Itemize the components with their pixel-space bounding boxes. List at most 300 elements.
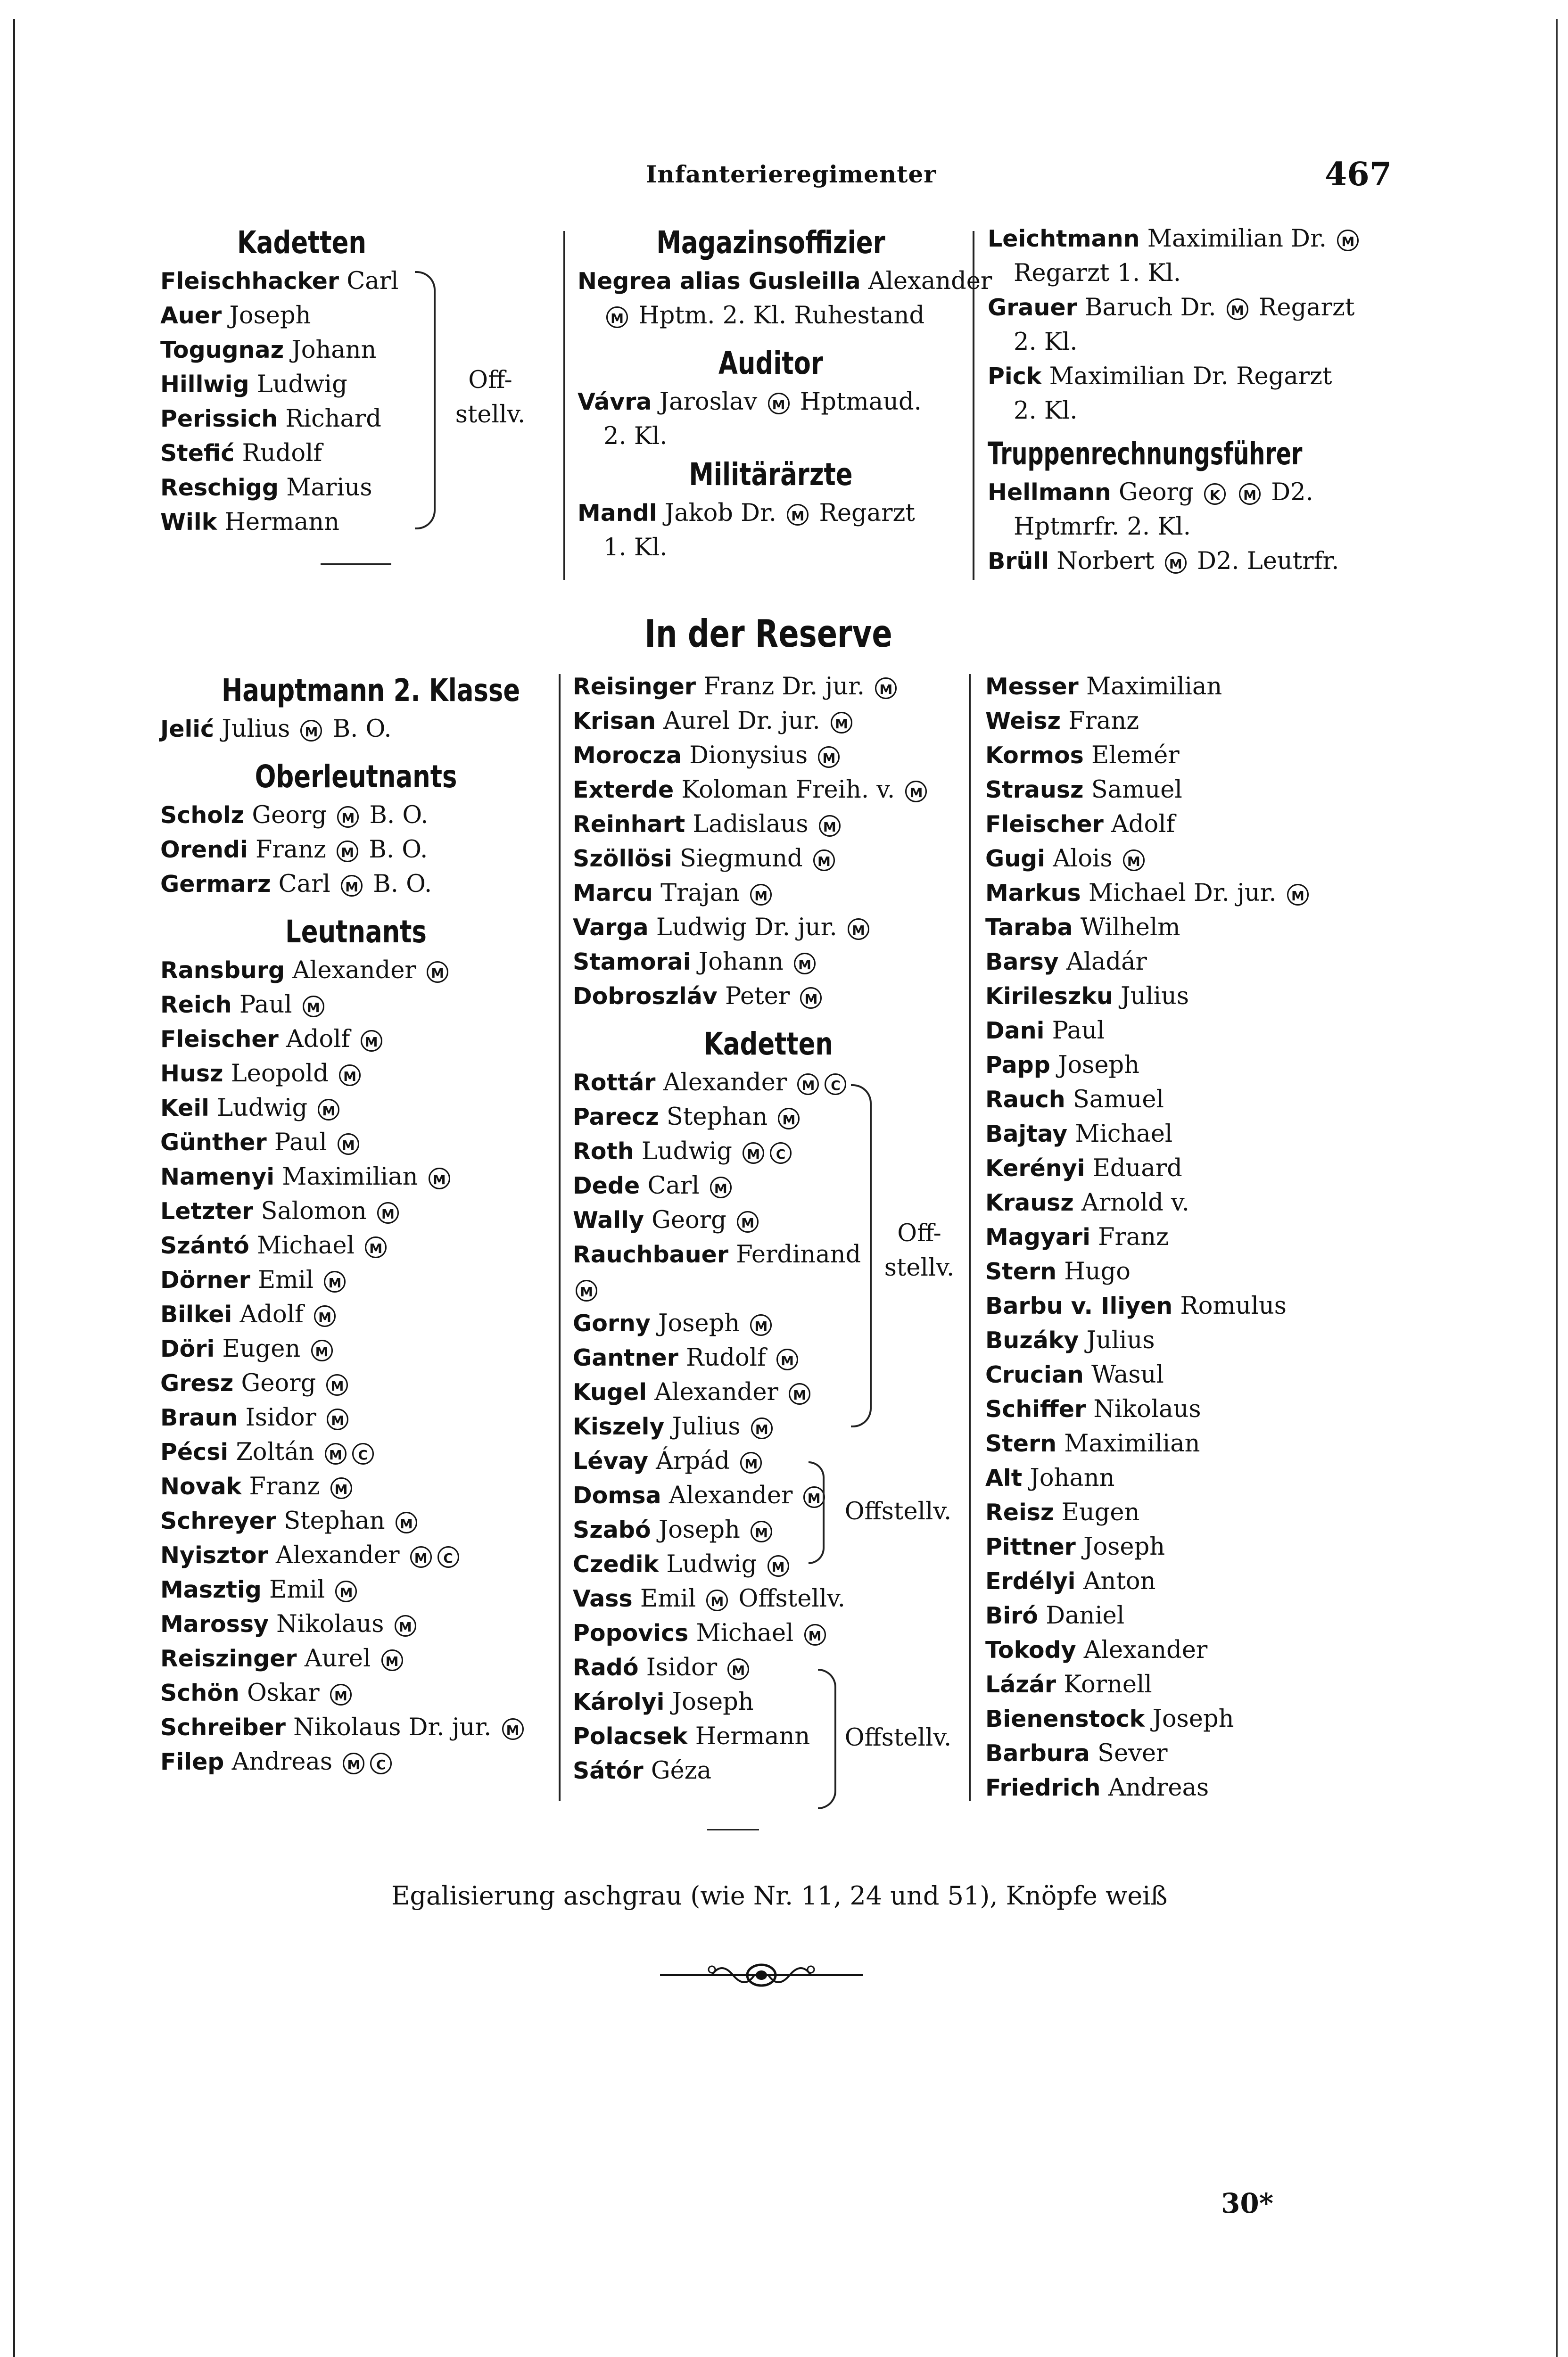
list-item: [573, 669, 964, 704]
surname: Perissich: [160, 405, 278, 432]
list-item: [573, 979, 964, 1014]
medal-icon: M: [330, 1684, 352, 1706]
column-divider-bottom-left: [559, 674, 561, 1801]
surname: Dani: [985, 1017, 1045, 1044]
list-item: [573, 1341, 964, 1375]
given-name: Nikolaus: [1093, 1395, 1201, 1423]
surname: Taraba: [985, 914, 1073, 941]
surname: Erdélyi: [985, 1568, 1076, 1595]
surname: Husz: [160, 1060, 223, 1087]
auditor-title: Auditor: [718, 345, 823, 381]
given-name: Eugen: [1061, 1499, 1140, 1526]
list-item: [985, 1599, 1410, 1633]
medal-icon: M: [751, 1521, 772, 1542]
list-item: [160, 798, 552, 832]
given-name: Rudolf: [242, 439, 322, 467]
surname: Krausz: [985, 1189, 1074, 1216]
surname: Stefić: [160, 440, 235, 467]
list-item: Vass Emil M Offstellv.: [573, 1585, 846, 1613]
right-reserve-list: [985, 669, 1410, 1805]
medal-icon: M: [789, 1383, 810, 1405]
kadetten-top-list: [160, 264, 443, 539]
medal-icon: M: [326, 1374, 348, 1396]
list-item: [573, 773, 964, 807]
given-name: Daniel: [1046, 1602, 1125, 1630]
list-item: [985, 773, 1410, 807]
surname: Alt: [985, 1465, 1023, 1492]
surname: Hillwig: [160, 371, 249, 398]
list-item: [160, 1710, 552, 1745]
list-item: [160, 1435, 552, 1469]
scan-border-right: [1556, 19, 1558, 2357]
surname: Lévay: [573, 1448, 648, 1475]
surname: Barbura: [985, 1740, 1090, 1767]
given-name: Alexander: [1083, 1636, 1208, 1664]
given-name: Joseph: [1058, 1051, 1140, 1079]
list-item: [985, 1323, 1410, 1358]
medal-icon: M: [337, 841, 358, 862]
list-item: [160, 1022, 552, 1056]
medal-icon: M: [800, 987, 822, 1009]
surname: Strausz: [985, 776, 1084, 803]
regarzt-rank-2: 2. Kl.: [1014, 328, 1078, 356]
list-item: [985, 1048, 1410, 1082]
list-item: [985, 669, 1410, 704]
given-name: Paul: [1052, 1017, 1105, 1045]
surname: Döri: [160, 1335, 215, 1362]
medal-icon: M: [875, 677, 897, 699]
given-name: Eduard: [1092, 1154, 1182, 1182]
surname: Polacsek: [573, 1723, 688, 1750]
kadetten-reserve-list-a: [573, 1065, 964, 1237]
surname: Buzáky: [985, 1327, 1079, 1354]
surname: Magyari: [985, 1224, 1090, 1251]
given-name: Adolf: [286, 1025, 350, 1053]
list-item: [573, 1444, 964, 1478]
oberleutnants-title: Oberleutnants: [255, 758, 457, 795]
kadetten-reserve-brace-1-label: Off- stellv.: [884, 1220, 955, 1282]
medal-icon: M: [803, 1486, 825, 1508]
medal-icon: M: [1287, 884, 1309, 906]
list-item: [985, 1633, 1410, 1667]
given-name: Adolf: [1111, 810, 1175, 838]
surname: Marossy: [160, 1611, 269, 1638]
given-name: Adolf: [239, 1301, 304, 1328]
given-name: Ludwig: [641, 1137, 732, 1165]
surname: Barbu v. Iliyen: [985, 1293, 1173, 1319]
surname: Namenyi: [160, 1163, 274, 1190]
regarzt-entry-3: Pick Maximilian Dr. Regarzt: [988, 363, 1332, 390]
given-name: Samuel: [1073, 1086, 1164, 1113]
medal-icon: M: [338, 1133, 359, 1155]
given-name: Ludwig: [256, 371, 347, 398]
given-name: Richard: [285, 405, 381, 433]
middle-reserve-list: [573, 669, 964, 1014]
list-item: [160, 1160, 552, 1194]
list-item: [573, 1547, 964, 1582]
surname: Weisz: [985, 708, 1061, 734]
magazinsoffizier-entry: Negrea alias Gusleilla Alexander: [578, 267, 992, 295]
truppenrechnungsfuehrer-entry-1: Hellmann Georg K M D2.: [988, 478, 1313, 506]
surname: Fleischer: [160, 1026, 279, 1053]
surname: Filep: [160, 1748, 224, 1775]
list-item: [985, 1220, 1410, 1254]
given-name: Zoltán: [236, 1438, 314, 1466]
given-name: Carl: [647, 1172, 700, 1200]
surname: Gugi: [985, 845, 1045, 872]
rank-suffix: B. O.: [373, 870, 432, 898]
given-name: Emil: [269, 1576, 325, 1604]
surname: Schreyer: [160, 1508, 276, 1534]
surname: Gantner: [573, 1344, 678, 1371]
list-item: [573, 1306, 964, 1341]
regarzt-rank-1: Regarzt 1. Kl.: [1014, 259, 1181, 287]
surname: Biró: [985, 1602, 1038, 1629]
medal-icon: M: [343, 1753, 364, 1774]
surname: Szabó: [573, 1516, 651, 1543]
surname: Nyisztor: [160, 1542, 268, 1569]
surname: Bienenstock: [985, 1706, 1145, 1732]
surname: Stern: [985, 1430, 1056, 1457]
list-item: [985, 704, 1410, 738]
given-name: Koloman Freih. v.: [681, 776, 895, 804]
column-divider-top-left: [563, 231, 565, 580]
medal-icon: C: [437, 1546, 459, 1568]
given-name: Julius: [1121, 982, 1189, 1010]
truppenrechnungsfuehrer-rank-1: Hptmrfr. 2. Kl.: [1014, 513, 1191, 541]
list-item: [160, 832, 552, 867]
ornament-icon: [660, 1956, 863, 1994]
surname: Schiffer: [985, 1396, 1086, 1423]
list-item: [160, 298, 443, 333]
medal-icon: C: [770, 1142, 792, 1164]
list-item: [573, 1100, 964, 1134]
given-name: Nikolaus Dr. jur.: [293, 1714, 492, 1741]
list-item: [160, 988, 552, 1022]
medal-icon: M: [396, 1512, 417, 1533]
medal-icon: M: [337, 806, 359, 828]
medal-icon: M: [427, 961, 448, 983]
list-item: [985, 1014, 1410, 1048]
surname: Keil: [160, 1095, 209, 1121]
surname: Rauch: [985, 1086, 1065, 1113]
given-name: Franz: [256, 836, 326, 864]
medal-icon: C: [825, 1073, 846, 1095]
surname: Papp: [985, 1052, 1050, 1079]
medal-icon: M: [778, 1108, 800, 1129]
medal-icon: M: [502, 1718, 524, 1740]
medal-icon: M: [324, 1271, 346, 1293]
surname: Stern: [985, 1258, 1056, 1285]
medal-icon: M: [395, 1615, 416, 1637]
surname: Exterde: [573, 776, 674, 803]
surname: Kerényi: [985, 1155, 1085, 1182]
given-name: Paul: [239, 991, 292, 1019]
given-name: Dionysius: [689, 742, 808, 769]
medal-icon: M: [335, 1581, 357, 1602]
given-name: Nikolaus: [276, 1610, 384, 1638]
surname: Auer: [160, 302, 222, 329]
middle-reserve-rule: [707, 1829, 759, 1830]
leutnants-list: [160, 953, 552, 1779]
militaerarzt-entry: Mandl Jakob Dr. M Regarzt: [578, 499, 915, 527]
given-name: Wasul: [1091, 1361, 1164, 1389]
surname: Wally: [573, 1207, 644, 1234]
medal-icon: M: [743, 1142, 764, 1164]
list-item: [160, 1091, 552, 1125]
given-name: Andreas: [231, 1748, 333, 1776]
right-reserve-section: [985, 669, 1410, 1805]
list-item: [985, 945, 1410, 979]
list-item: [160, 1504, 552, 1538]
medal-icon: M: [1123, 849, 1145, 871]
given-name: Carl: [347, 267, 399, 295]
leutnants-title: Leutnants: [285, 914, 427, 950]
given-name: Julius: [1086, 1327, 1155, 1354]
list-item: [573, 876, 964, 910]
surname: Masztig: [160, 1576, 262, 1603]
given-name: Georg: [252, 801, 327, 829]
given-name: Maximilian: [1064, 1430, 1200, 1458]
given-name: Anton: [1083, 1567, 1156, 1595]
given-name: Romulus: [1180, 1292, 1287, 1320]
list-item: [985, 979, 1410, 1014]
surname: Roth: [573, 1138, 634, 1165]
given-name: Hugo: [1064, 1258, 1131, 1286]
list-item: [160, 1263, 552, 1297]
list-item: [985, 1392, 1410, 1426]
kadetten-top-brace: [415, 271, 436, 529]
surname: Tokody: [985, 1637, 1076, 1664]
given-name: Trajan: [660, 879, 740, 907]
given-name: Ladislaus: [693, 810, 809, 838]
hauptmann-title: Hauptmann 2. Klasse: [222, 672, 520, 709]
list-item: [160, 1056, 552, 1091]
surname: Gresz: [160, 1370, 234, 1397]
medal-icon: M: [410, 1546, 432, 1568]
surname: Parecz: [573, 1104, 659, 1130]
list-item: [985, 841, 1410, 876]
given-name: Salomon: [261, 1197, 367, 1225]
given-name: Géza: [651, 1757, 712, 1785]
surname: Kirileszku: [985, 983, 1113, 1010]
given-name: Aladár: [1066, 948, 1147, 976]
medal-icon: M: [710, 1177, 732, 1198]
signature-mark: 30*: [1221, 2187, 1274, 2219]
list-item: [985, 876, 1410, 910]
surname: Kugel: [573, 1379, 647, 1406]
list-item: [985, 1771, 1410, 1805]
surname: Reisz: [985, 1499, 1054, 1526]
given-name: Elemér: [1091, 742, 1180, 769]
list-item: [985, 1667, 1410, 1702]
list-item: [985, 1495, 1410, 1530]
surname: Wilk: [160, 509, 217, 536]
list-item: [160, 505, 443, 539]
list-item: [573, 807, 964, 841]
given-name: Wilhelm: [1080, 914, 1180, 941]
list-item: [160, 1194, 552, 1228]
medal-icon: M: [339, 1064, 361, 1086]
list-item: [573, 1375, 964, 1409]
medal-icon: M: [361, 1030, 382, 1052]
hauptmann-entry: Jelić Julius M B. O.: [160, 715, 392, 743]
given-name: Alois: [1053, 845, 1113, 873]
surname: Barsy: [985, 948, 1059, 975]
list-item: [985, 807, 1410, 841]
list-item: [985, 910, 1410, 945]
medal-icon: M: [377, 1202, 399, 1224]
medal-icon: M: [327, 1409, 348, 1430]
magazinsoffizier-title: Magazinsoffizier: [656, 224, 885, 261]
kadetten-reserve-list-b: [573, 1306, 964, 1444]
given-name: Georg: [241, 1369, 316, 1397]
given-name: Maximilian: [1086, 673, 1222, 701]
kadetten-top-rule: [321, 563, 391, 565]
given-name: Ludwig: [217, 1094, 308, 1122]
medal-icon: M: [314, 1305, 336, 1327]
list-item: [573, 1685, 964, 1719]
medal-icon: M: [905, 781, 927, 802]
list-item: [573, 704, 964, 738]
list-item: [573, 1409, 964, 1444]
magazinsoffizier-rank: M Hptm. 2. Kl. Ruhestand: [578, 298, 964, 333]
running-head: Infanterieregimenter: [646, 160, 937, 188]
list-item: [573, 910, 964, 945]
kadetten-top-brace-label: Off- stellv.: [455, 366, 526, 429]
surname: Günther: [160, 1129, 267, 1156]
surname: Scholz: [160, 802, 245, 829]
given-name: Joseph: [658, 1516, 740, 1544]
list-item: [985, 1530, 1410, 1564]
list-item: [573, 841, 964, 876]
egalisierung-note: Egalisierung aschgrau (wie Nr. 11, 24 und 51), Knöpfe weiß: [391, 1881, 1168, 1911]
surname: Schreiber: [160, 1714, 286, 1741]
list-item: [160, 1469, 552, 1504]
surname: Domsa: [573, 1482, 661, 1509]
list-item: [573, 1134, 964, 1169]
surname: Czedik: [573, 1551, 659, 1578]
left-reserve-section: [160, 669, 552, 1779]
kadetten-top-section: [160, 222, 443, 539]
surname: Germarz: [160, 871, 271, 898]
list-item: [985, 1358, 1410, 1392]
given-name: Aurel Dr. jur.: [663, 707, 820, 735]
kadetten-reserve-group-3: [573, 1650, 964, 1788]
list-item: [160, 1641, 552, 1676]
list-item: [160, 264, 443, 298]
surname: Orendi: [160, 836, 248, 863]
surname: Morocza: [573, 742, 682, 769]
medal-icon: M: [318, 1099, 339, 1121]
medal-icon: M: [737, 1211, 759, 1233]
list-item: Popovics Michael M: [573, 1616, 964, 1650]
surname: Varga: [573, 914, 649, 941]
given-name: Hermann: [224, 508, 339, 536]
surname: Fleischer: [985, 811, 1104, 838]
given-name: Michael Dr. jur.: [1088, 879, 1277, 907]
given-name: Isidor: [646, 1654, 718, 1681]
given-name: Andreas: [1108, 1774, 1209, 1802]
list-item: [573, 1065, 964, 1100]
list-item: [160, 867, 552, 901]
given-name: Oskar: [247, 1679, 320, 1707]
surname: Rottár: [573, 1069, 656, 1096]
list-item: Rauchbauer Ferdinand: [573, 1241, 861, 1269]
given-name: Paul: [274, 1129, 327, 1156]
surname: Sátór: [573, 1757, 644, 1784]
surname: Krisan: [573, 708, 656, 734]
surname: Reiszinger: [160, 1645, 297, 1672]
medal-icon: M: [767, 1555, 789, 1577]
given-name: Alexander: [292, 956, 416, 984]
kadetten-reserve-brace-3-label: Offstellv.: [844, 1724, 952, 1752]
list-item: [160, 1297, 552, 1332]
surname: Schön: [160, 1680, 239, 1706]
list-item: [573, 738, 964, 773]
list-item: [985, 1702, 1410, 1736]
given-name: Alexander: [654, 1378, 778, 1406]
list-item: [160, 953, 552, 988]
surname: Messer: [985, 673, 1079, 700]
surname: Dörner: [160, 1267, 250, 1294]
list-item: [573, 1754, 964, 1788]
surname: Crucian: [985, 1361, 1084, 1388]
given-name: Franz Dr. jur.: [703, 673, 865, 701]
reserve-title: In der Reserve: [644, 612, 892, 656]
list-item: [160, 1538, 552, 1573]
surname: Károlyi: [573, 1689, 665, 1715]
given-name: Samuel: [1091, 776, 1182, 804]
list-item: M: [573, 1272, 964, 1306]
surname: Bilkei: [160, 1301, 232, 1328]
given-name: Johann: [698, 948, 784, 976]
medal-icon: M: [429, 1168, 450, 1189]
given-name: Siegmund: [679, 845, 803, 873]
regarzt-entry-1: Leichtmann Maximilian Dr. M: [988, 222, 1384, 256]
list-item: [985, 1426, 1410, 1461]
given-name: Eugen: [222, 1335, 301, 1363]
medal-icon: M: [797, 1073, 819, 1095]
list-item: [160, 1607, 552, 1641]
surname: Bajtay: [985, 1121, 1068, 1147]
surname: Szöllösi: [573, 845, 672, 872]
list-item: [573, 1169, 964, 1203]
list-item: [985, 1461, 1410, 1495]
list-item: [985, 1186, 1410, 1220]
surname: Gorny: [573, 1310, 651, 1337]
surname: Dobroszláv: [573, 983, 718, 1010]
list-item: [985, 1151, 1410, 1186]
given-name: Joseph: [1152, 1705, 1234, 1733]
kadetten-reserve-brace-2-label: Offstellv.: [844, 1498, 952, 1525]
given-name: Stephan: [284, 1507, 385, 1535]
list-item: [160, 1125, 552, 1160]
list-item: [160, 436, 443, 470]
medal-icon: C: [352, 1443, 374, 1465]
surname: Reinhart: [573, 811, 685, 838]
given-name: Alexander: [668, 1482, 793, 1509]
kadetten-reserve-list-c: [573, 1547, 964, 1582]
surname: Togugnaz: [160, 337, 284, 363]
given-name: Georg: [652, 1206, 726, 1234]
medal-icon: M: [751, 1417, 773, 1439]
medal-icon: M: [818, 746, 840, 768]
given-name: Hermann: [695, 1722, 810, 1750]
surname: Stamorai: [573, 948, 691, 975]
kadetten-top-title: Kadetten: [237, 224, 367, 261]
medal-icon: M: [727, 1658, 749, 1680]
